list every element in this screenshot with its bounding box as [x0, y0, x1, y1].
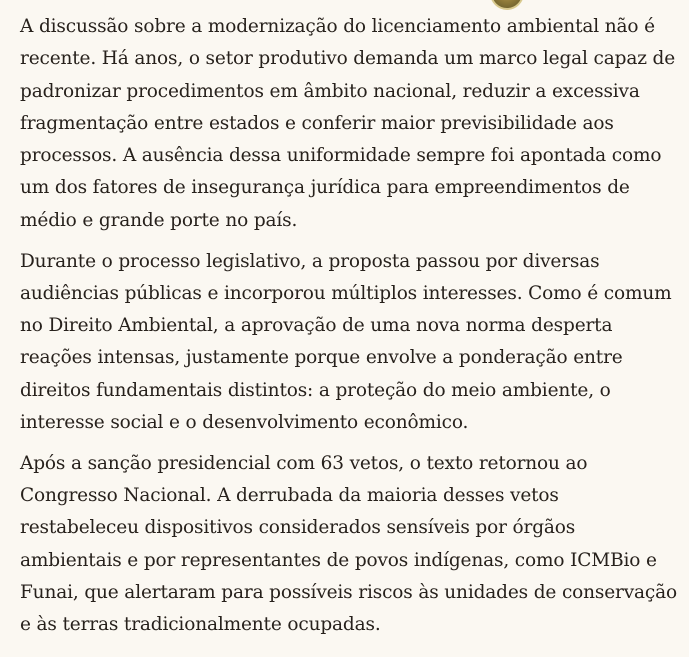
seal-badge — [490, 0, 524, 10]
article-body — [20, 11, 680, 650]
paragraph-1: A discussão sobre a modernização do licenciamento ambiental não é recente. Há anos, o setor produtivo demanda um marco legal capaz de padronizar procedimentos em âmbito nacional, reduzir a excessiva fragmentação entre estados e conferir maior previsibilidade aos processos. A ausência dessa uniformidade sempre foi apontada como um dos fatores de insegurança jurídica para empreendimentos de médio e grande porte no país. — [20, 16, 676, 231]
paragraph-2: Durante o processo legislativo, a proposta passou por diversas audiências públicas e incorporou múltiplos interesses. Como é comum no Direito Ambiental, a aprovação de uma nova norma desperta reações intensas, justamente porque envolve a ponderação entre direitos fundamentais distintos: a proteção do meio ambiente, o interesse social e o desenvolvimento econômico. — [20, 250, 672, 434]
paragraph-3: Após a sanção presidencial com 63 vetos, o texto retornou ao Congresso Nacional. A derrubada da maioria desses vetos restabeleceu dispositivos considerados sensíveis por órgãos ambientais e por representantes de povos indígenas, como ICMBio e Funai, que alertaram para possíveis riscos às unidades de conservação e às terras tradicionalmente ocupadas. — [20, 452, 678, 636]
